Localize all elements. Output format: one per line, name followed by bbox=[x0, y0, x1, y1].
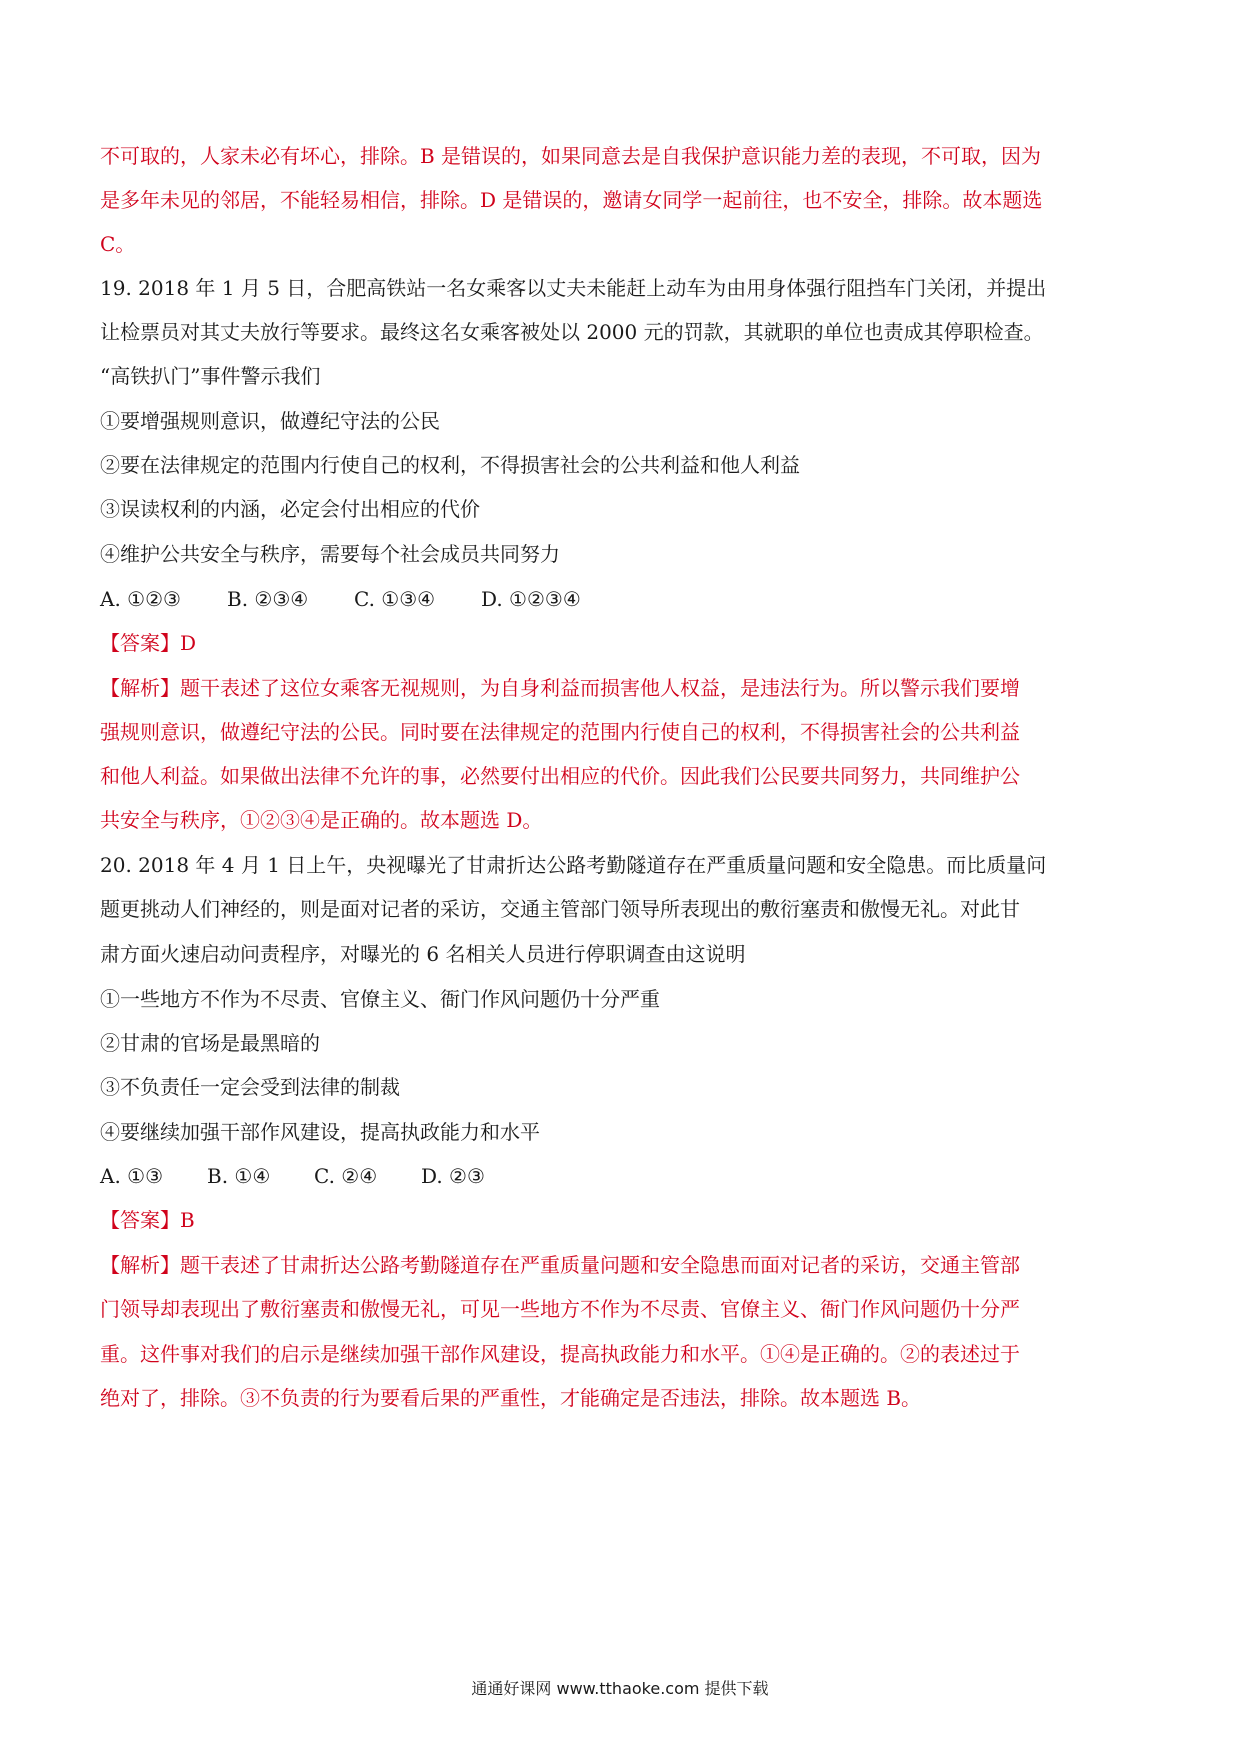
question-20-analysis: 【解析】题干表述了甘肃折达公路考勤隧道存在严重质量问题和安全隐患而面对记者的采访，交通主管部 bbox=[100, 1253, 1020, 1277]
option-c: C. ①③④ bbox=[354, 587, 436, 611]
question-20-item: ③不负责任一定会受到法律的制裁 bbox=[100, 1075, 400, 1099]
question-20-item: ①一些地方不作为不尽责、官僚主义、衙门作风问题仍十分严重 bbox=[100, 987, 660, 1011]
question-20-stem: 20. 2018 年 4 月 1 日上午，央视曝光了甘肃折达公路考勤隧道存在严重质量问题和安全隐患。而比质量问 bbox=[100, 853, 1047, 877]
page-footer: 通通好课网 www.tthaoke.com 提供下载 bbox=[471, 1679, 769, 1698]
option-b: B. ②③④ bbox=[227, 587, 309, 611]
question-20-stem: 肃方面火速启动问责程序，对曝光的 6 名相关人员进行停职调查由这说明 bbox=[100, 942, 746, 966]
question-19-item: ②要在法律规定的范围内行使自己的权利，不得损害社会的公共利益和他人利益 bbox=[100, 453, 800, 477]
prev-analysis-line: C。 bbox=[100, 232, 136, 256]
question-19-item: ④维护公共安全与秩序，需要每个社会成员共同努力 bbox=[100, 542, 560, 566]
question-19-analysis: 强规则意识，做遵纪守法的公民。同时要在法律规定的范围内行使自己的权利，不得损害社会的公共利益 bbox=[100, 720, 1020, 744]
question-19-options bbox=[100, 585, 581, 613]
option-d: D. ①②③④ bbox=[481, 587, 581, 611]
question-20-analysis: 绝对了，排除。③不负责的行为要看后果的严重性，才能确定是否违法，排除。故本题选 B。 bbox=[100, 1386, 922, 1410]
question-19-stem: “高铁扒门”事件警示我们 bbox=[100, 364, 321, 388]
option-a: A. ①②③ bbox=[100, 587, 181, 611]
option-b: B. ①④ bbox=[207, 1164, 271, 1188]
question-19-analysis: 【解析】题干表述了这位女乘客无视规则，为自身利益而损害他人权益，是违法行为。所以警示我们要增 bbox=[100, 676, 1020, 700]
question-20-item: ④要继续加强干部作风建设，提高执政能力和水平 bbox=[100, 1120, 540, 1144]
prev-analysis-line: 不可取的，人家未必有坏心，排除。B 是错误的，如果同意去是自我保护意识能力差的表现，不可取，因为 bbox=[100, 144, 1042, 168]
option-c: C. ②④ bbox=[314, 1164, 378, 1188]
question-19-stem: 19. 2018 年 1 月 5 日，合肥高铁站一名女乘客以丈夫未能赶上动车为由用身体强行阻挡车门关闭，并提出 bbox=[100, 276, 1047, 300]
question-19-item: ③误读权利的内涵，必定会付出相应的代价 bbox=[100, 497, 480, 521]
question-20-item: ②甘肃的官场是最黑暗的 bbox=[100, 1031, 320, 1055]
question-19-item: ①要增强规则意识，做遵纪守法的公民 bbox=[100, 409, 440, 433]
question-20-stem: 题更挑动人们神经的，则是面对记者的采访，交通主管部门领导所表现出的敷衍塞责和傲慢无礼。对此甘 bbox=[100, 897, 1020, 921]
question-19-analysis: 共安全与秩序，①②③④是正确的。故本题选 D。 bbox=[100, 808, 543, 832]
question-20-answer: 【答案】B bbox=[100, 1208, 195, 1232]
prev-analysis-line: 是多年未见的邻居，不能轻易相信，排除。D 是错误的，邀请女同学一起前往，也不安全，排除。故本题选 bbox=[100, 188, 1043, 212]
option-a: A. ①③ bbox=[100, 1164, 164, 1188]
question-19-stem: 让检票员对其丈夫放行等要求。最终这名女乘客被处以 2000 元的罚款，其就职的单位也责成其停职检查。 bbox=[100, 320, 1044, 344]
question-19-analysis: 和他人利益。如果做出法律不允许的事，必然要付出相应的代价。因此我们公民要共同努力，共同维护公 bbox=[100, 764, 1020, 788]
question-20-analysis: 门领导却表现出了敷衍塞责和傲慢无礼，可见一些地方不作为不尽责、官僚主义、衙门作风问题仍十分严 bbox=[100, 1297, 1020, 1321]
question-20-options bbox=[100, 1162, 485, 1190]
question-19-answer: 【答案】D bbox=[100, 631, 197, 655]
question-20-analysis: 重。这件事对我们的启示是继续加强干部作风建设，提高执政能力和水平。①④是正确的。②的表述过于 bbox=[100, 1342, 1020, 1366]
option-d: D. ②③ bbox=[421, 1164, 485, 1188]
